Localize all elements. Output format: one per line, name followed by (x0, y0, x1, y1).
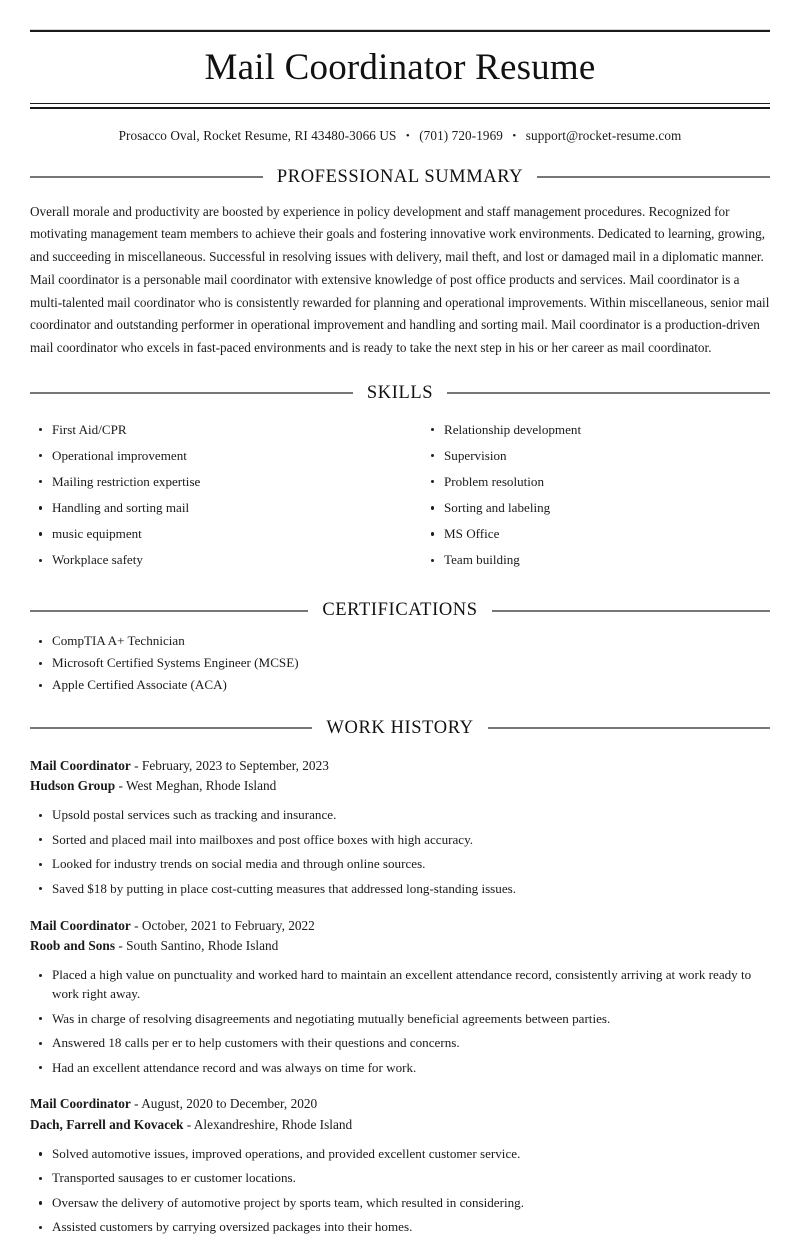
skills-column-left (30, 410, 400, 577)
job-company: Dach, Farrell and Kovacek (30, 1116, 184, 1132)
job-title: Mail Coordinator (30, 1096, 131, 1112)
header-bottom-divider-thin (30, 103, 770, 104)
list-item: Microsoft Certified Systems Engineer (MCSE) (30, 654, 770, 673)
heading-rule-right (447, 392, 770, 394)
job-dates: October, 2021 to February, 2022 (141, 917, 315, 933)
heading-rule-left (30, 392, 353, 394)
list-item: MS Office (422, 525, 770, 544)
heading-rule-left (30, 176, 263, 178)
job-title-line (30, 756, 770, 776)
heading-rule-left (30, 610, 308, 612)
skills-list-left (30, 421, 400, 570)
job-company-line (30, 936, 770, 956)
section-heading-label: PROFESSIONAL SUMMARY (276, 166, 524, 187)
heading-rule-right (492, 610, 770, 612)
list-item: Apple Certified Associate (ACA) (30, 676, 770, 695)
job-title: Mail Coordinator (30, 757, 131, 773)
job-location: South Santino, Rhode Island (126, 937, 279, 953)
section-work-history (30, 718, 770, 1237)
summary-text: Overall morale and productivity are boosted by experience in policy development and staff management procedures. Recognized for motivating management team members to achieve their goals and fostering innovative work environments. Dedicated to learning, growing, and succeeding in miscellaneous. Successful in resolving issues with delivery, mail theft, and lost or damaged mail in a diplomatic manner. Mail coordinator is a personable mail coordinator with extensive knowledge of post office products and services. Mail coordinator is a multi-talented mail coordinator who is consistently rewarded for planning and operational improvements. Within miscellaneous, senior mail coordinator and outstanding performer in operational improvement and handling and sorting mail. Mail coordinator is a production-driven mail coordinator who excels in fast-paced environments and is ready to take the next step in his or her career as mail coordinator. (30, 203, 770, 355)
list-item: Team building (422, 551, 770, 570)
list-item: Placed a high value on punctuality and worked hard to maintain an excellent attendance record, consistently arriving at work ready to work right away. (30, 966, 770, 1004)
list-item: Relationship development (422, 421, 770, 440)
page-title: Mail Coordinator Resume (204, 47, 596, 88)
job-dash: - (118, 937, 123, 953)
list-item: Saved $18 by putting in place cost-cutting measures that addressed long-standing issues. (30, 880, 770, 899)
section-heading-certifications (30, 600, 770, 621)
job-bullets (30, 806, 770, 898)
list-item: Solved automotive issues, improved operations, and provided excellent customer service. (30, 1145, 770, 1164)
section-heading-label: WORK HISTORY (326, 717, 474, 738)
section-certifications (30, 600, 770, 695)
contact-address: Prosacco Oval, Rocket Resume, RI 43480-3066 US (118, 127, 397, 143)
list-item: Operational improvement (30, 447, 400, 466)
certifications-list (30, 632, 770, 695)
list-item: Sorted and placed mail into mailboxes and post office boxes with high accuracy. (30, 831, 770, 850)
list-item: Was in charge of resolving disagreements and negotiating mutually beneficial agreements between parties. (30, 1010, 770, 1029)
contact-separator-2: • (512, 129, 517, 142)
section-heading-skills (30, 383, 770, 404)
skills-list-right (422, 421, 770, 570)
job-location: West Meghan, Rhode Island (125, 778, 277, 794)
resume-page (0, 29, 800, 1235)
section-heading-summary (30, 167, 770, 188)
work-history-entry (30, 916, 770, 1078)
job-dash: - (134, 1096, 139, 1112)
skills-column-right (400, 410, 770, 577)
job-company-line (30, 1115, 770, 1135)
contact-email[interactable]: support@rocket-resume.com (525, 127, 682, 143)
list-item: Looked for industry trends on social media and through online sources. (30, 855, 770, 874)
header-bottom-divider-thick (30, 107, 770, 109)
job-location: Alexandreshire, Rhode Island (193, 1116, 353, 1132)
section-heading-label: CERTIFICATIONS (322, 600, 478, 621)
job-dash: - (134, 917, 139, 933)
job-dash: - (118, 778, 123, 794)
job-bullets (30, 966, 770, 1077)
list-item: Sorting and labeling (422, 499, 770, 518)
section-heading-work-history (30, 718, 770, 739)
list-item: Workplace safety (30, 551, 400, 570)
section-skills (30, 383, 770, 577)
section-heading-label: SKILLS (366, 382, 434, 403)
header-top-divider (30, 29, 770, 32)
job-dash: - (134, 757, 139, 773)
heading-rule-right (537, 176, 770, 178)
list-item: Had an excellent attendance record and was always on time for work. (30, 1059, 770, 1078)
work-history-entry (30, 1094, 770, 1237)
list-item: First Aid/CPR (30, 421, 400, 440)
list-item: Assisted customers by carrying oversized packages into their homes. (30, 1218, 770, 1237)
list-item: music equipment (30, 525, 400, 544)
list-item: Handling and sorting mail (30, 499, 400, 518)
list-item: Oversaw the delivery of automotive project by sports team, which resulted in considering. (30, 1194, 770, 1213)
list-item: Upsold postal services such as tracking and insurance. (30, 806, 770, 825)
heading-rule-left (30, 727, 312, 729)
job-dates: February, 2023 to September, 2023 (141, 757, 329, 773)
list-item: Problem resolution (422, 473, 770, 492)
list-item: Answered 18 calls per er to help customers with their questions and concerns. (30, 1034, 770, 1053)
list-item: Supervision (422, 447, 770, 466)
job-company-line (30, 776, 770, 796)
list-item: CompTIA A+ Technician (30, 632, 770, 651)
heading-rule-right (488, 727, 770, 729)
job-bullets (30, 1145, 770, 1237)
work-history-entry (30, 756, 770, 899)
job-company: Hudson Group (30, 778, 116, 794)
contact-phone[interactable]: (701) 720-1969 (419, 127, 503, 143)
resume-header (30, 29, 770, 144)
job-company: Roob and Sons (30, 937, 115, 953)
section-professional-summary (30, 167, 770, 360)
job-title-line (30, 1094, 770, 1114)
job-dates: August, 2020 to December, 2020 (141, 1096, 318, 1112)
job-title: Mail Coordinator (30, 917, 131, 933)
job-dash: - (186, 1116, 192, 1132)
contact-separator-1: • (405, 129, 410, 142)
skills-columns (30, 410, 770, 577)
contact-line (30, 128, 770, 144)
job-title-line (30, 916, 770, 936)
list-item: Mailing restriction expertise (30, 473, 400, 492)
list-item: Transported sausages to er customer locations. (30, 1169, 770, 1188)
